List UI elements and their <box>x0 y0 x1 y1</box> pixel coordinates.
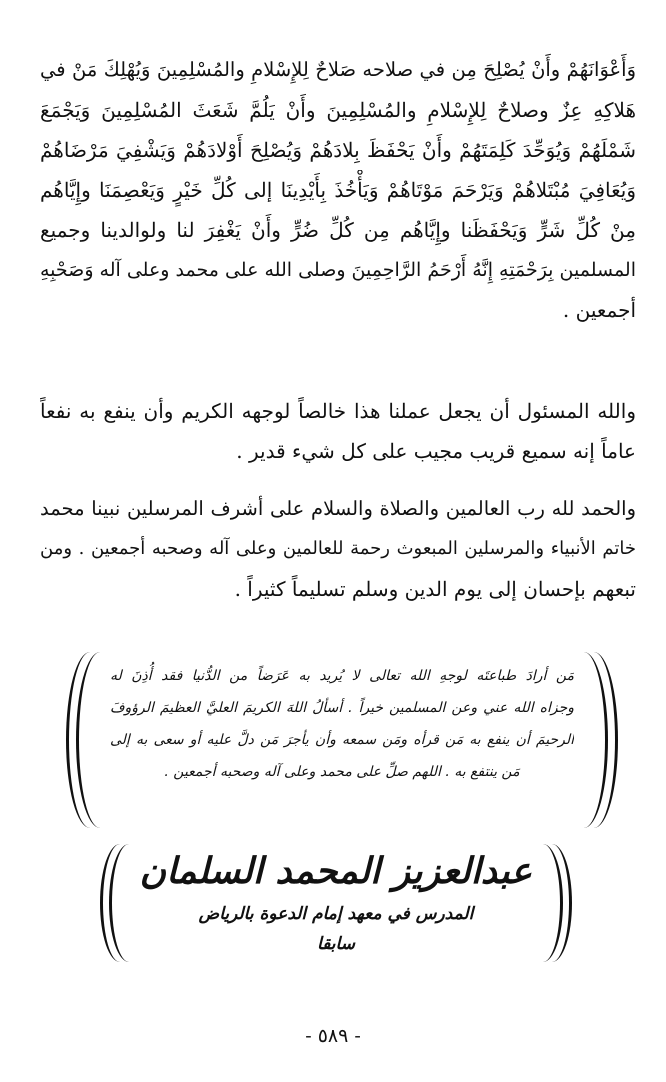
author-role-former: سابقا <box>317 934 355 954</box>
endorsement-line: مَن أرادَ طباعتَه لوجهِ الله تعالى لا يُريد به عَرَضاً من الدُّنيا فقد أُذِنَ له <box>110 668 574 684</box>
text-line: هَلاكِهِ عِزٌ وصلاحٌ لِلإِسْلامِ والمُسْلِمِينَ وأَنْ يَلُمَّ شَعَثَ المُسْلِمِينَ وَيَجْمَعَ <box>40 98 636 122</box>
text-line: شَمْلَهُمْ وَيُوَحِّدَ كَلِمَتَهُمْ وأَنْ يَحْفَظَ بِلادَهُمْ وَيُصْلِحَ أَوْلادَهُمْ وَيَشْفِيَ مَرْضَاهُمْ <box>40 138 636 162</box>
text-line: وَيُعَافِيَ مُبْتَلاهُمْ وَيَرْحَمَ مَوْتَاهُمْ وَيَأْخُذَ بِأَيْدِينَا إلى كُلِّ خَيْرٍ وَيَعْصِمَنَا وإِيَّاهُم <box>40 178 636 202</box>
text-line: خاتم الأنبياء والمرسلين المبعوث رحمة للعالمين وعلى آله وصحبه أجمعين . ومن <box>40 538 636 559</box>
endorsement-line: الرحيمَ أن ينفع به مَن قرأه ومَن سمعه وأن يأجرَ مَن دلَّ عليه أو سعى به إلى <box>110 732 574 748</box>
text-line: والحمد لله رب العالمين والصلاة والسلام على أشرف المرسلين نبينا محمد <box>40 497 636 520</box>
author-name: عبدالعزيز المحمد السلمان <box>140 850 532 892</box>
endorsement-line: مَن ينتفع به . اللهم صلِّ على محمد وعلى آله وصحبه أجمعين . <box>164 764 520 780</box>
endorsement-text <box>110 660 574 788</box>
prayer-paragraph <box>40 50 636 330</box>
text-line: تبعهم بإحسان إلى يوم الدين وسلم تسليماً كثيراً . <box>234 577 636 601</box>
text-line: المسلمين بِرَحْمَتِهِ إِنَّهُ أَرْحَمُ الرَّاحِمِينَ وصلى الله على محمد وعلى آله وَصَحْبِهِ <box>40 259 636 281</box>
text-line: والله المسئول أن يجعل عملنا هذا خالصاً لوجهه الكريم وأن ينفع به نفعاً <box>40 399 636 423</box>
endorsement-box <box>66 652 618 828</box>
text-line: مِنْ كُلِّ شَرٍّ وَيَحْفَظَنا وإِيَّاهُم مِن كُلِّ ضُرٍّ وأَنْ يَغْفِرَ لنا ولوالدينا وجميع <box>40 218 636 242</box>
page-number: - ٥٨٩ - <box>305 1025 361 1047</box>
text-line: أجمعين . <box>562 298 636 322</box>
text-line: عاماً إنه سميع قريب مجيب على كل شيء قدير . <box>236 439 636 463</box>
closing-paragraph-1 <box>40 391 636 471</box>
right-bracket-outer <box>594 652 618 828</box>
closing-paragraph-2 <box>40 489 636 609</box>
endorsement-line: وجزاه الله عني وعن المسلمين خيراً . أسألُ اللهَ الكريمَ العليَّ العظيمَ الرؤوفَ <box>110 700 574 716</box>
author-role: المدرس في معهد إمام الدعوة بالرياض <box>198 904 474 924</box>
text-line: وَأَعْوَانَهُمْ وأَنْ يُصْلِحَ مِن في صلاحه صَلاحٌ لِلإِسْلامِ والمُسْلِمِينَ وَيُهْلِكَ مَنْ في <box>40 58 636 81</box>
right-bracket-outer <box>552 844 572 962</box>
author-signature <box>100 840 572 966</box>
